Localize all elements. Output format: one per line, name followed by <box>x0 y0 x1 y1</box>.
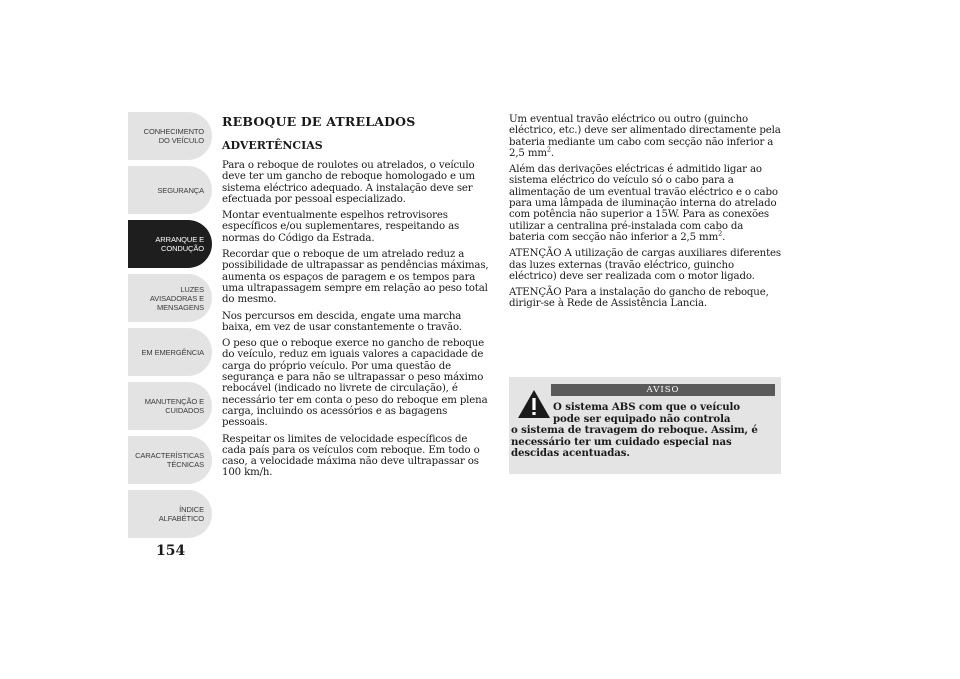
tab-em-emergencia[interactable]: EM EMERGÊNCIA <box>128 328 212 376</box>
right-column <box>509 114 781 315</box>
tab-conhecimento-do-veiculo[interactable]: CONHECIMENTO DO VEÍCULO <box>128 112 212 160</box>
page-number: 154 <box>156 543 186 559</box>
warning-text: O sistema ABS com que o veículo pode ser equipado não controla o sistema de travagem do reboque. Assim, é necessário ter um cuidado especial nas descidas acentuadas. <box>511 401 758 459</box>
tab-indice-alfabetico[interactable]: ÍNDICE ALFABÉTICO <box>128 490 212 538</box>
left-column <box>222 114 492 484</box>
paragraph: O peso que o reboque exerce no gancho de reboque do veículo, reduz em iguais valores a capacidade de carga do próprio veículo. Por uma questão de segurança e para não se ultrapassar o peso máximo rebocável (indicado no livrete de circulação), é necessário ter em conta o peso do reboque em plena carga, incluindo os acessórios e as bagagens pessoais. <box>222 338 488 429</box>
paragraph: ATENÇÃO A utilização de cargas auxiliares diferentes das luzes externas (travão eléctrico, guincho eléctrico) deve ser realizada com o motor ligado. <box>509 248 781 282</box>
paragraph: Um eventual travão eléctrico ou outro (guincho eléctrico, etc.) deve ser alimentado directamente pela bateria mediante um cabo com secção não inferior a 2,5 $mm^2$. <box>509 114 781 159</box>
warning-box <box>509 377 781 474</box>
tab-caracteristicas-tecnicas[interactable]: CARACTERÍSTICAS TÉCNICAS <box>128 436 212 484</box>
tab-luzes-avisadoras-e-mensagens[interactable]: LUZES AVISADORAS E MENSAGENS <box>128 274 212 322</box>
paragraph: Recordar que o reboque de um atrelado reduz a possibilidade de ultrapassar as pendências máximas, aumenta os espaços de paragem e os tempos para uma ultrapassagem sempre em relação ao peso total do mesmo. <box>222 249 489 306</box>
section-title: REBOQUE DE ATRELADOS <box>222 114 416 129</box>
paragraph: Nos percursos em descida, engate uma marcha baixa, em vez de usar constantemente o travão. <box>222 310 462 333</box>
paragraph: Montar eventualmente espelhos retrovisores específicos e/ou suplementares, respeitando as normas do Código da Estrada. <box>222 210 460 244</box>
paragraph: Além das derivações eléctricas é admitido ligar ao sistema eléctrico do veículo só o cabo para a alimentação de um eventual travão eléctrico e o cabo para uma lâmpada de iluminação interna do atrelado com potência não superior a 15W. Para as conexões utilizar a centralina pré-instalada com cabo da bateria com secção não inferior a 2,5 $mm^2$. <box>509 164 778 243</box>
paragraph: Para o reboque de roulotes ou atrelados, o veículo deve ter um gancho de reboque homologado e um sistema eléctrico adequado. A instalação deve ser efectuada por pessoal especializado. <box>222 160 475 205</box>
warning-header: AVISO <box>551 384 775 396</box>
paragraph: Respeitar os limites de velocidade específicos de cada país para os veículos com reboque. Em todo o caso, a velocidade máxima não deve ultrapassar os 100 km/h. <box>222 433 480 479</box>
tab-seguranca[interactable]: SEGURANÇA <box>128 166 212 214</box>
paragraph: ATENÇÃO Para a instalação do gancho de reboque, dirigir-se à Rede de Assistência Lancia. <box>509 287 769 310</box>
tab-manutencao-e-cuidados[interactable]: MANUTENÇÃO E CUIDADOS <box>128 382 212 430</box>
tab-arranque-e-conducao[interactable]: ARRANQUE E CONDUÇÃO <box>128 220 212 268</box>
section-subtitle: ADVERTÊNCIAS <box>222 139 323 152</box>
